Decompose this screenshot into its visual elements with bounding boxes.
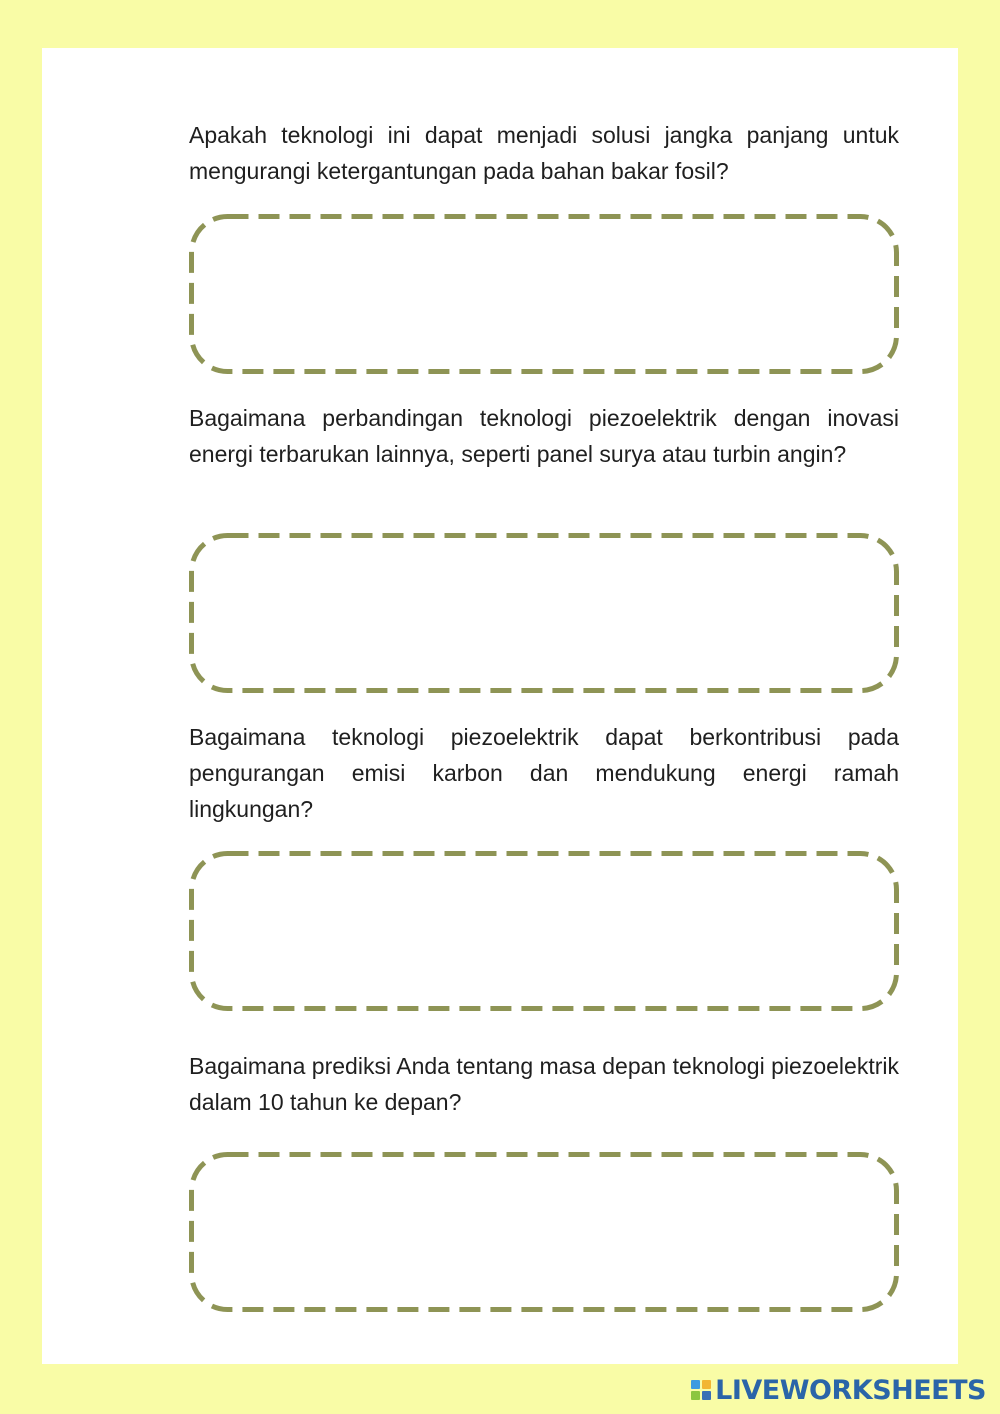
answer-box-2-border xyxy=(189,533,899,693)
question-2-text: Bagaimana perbandingan teknologi piezoelektrik dengan inovasi energi terbarukan lainnya, seperti panel surya atau turbin angin? xyxy=(189,405,899,467)
answer-box-3[interactable] xyxy=(189,851,899,1011)
answer-box-1-border xyxy=(189,214,899,374)
liveworksheets-brand xyxy=(691,1373,986,1407)
question-3-text: Bagaimana teknologi piezoelektrik dapat berkontribusi pada pengurangan emisi karbon dan mendukung energi ramah lingkungan? xyxy=(189,724,899,822)
question-4-text: Bagaimana prediksi Anda tentang masa depan teknologi piezoelektrik dalam 10 tahun ke depan? xyxy=(189,1053,899,1115)
answer-box-4-border xyxy=(189,1152,899,1312)
question-1-text: Apakah teknologi ini dapat menjadi solusi jangka panjang untuk mengurangi ketergantungan pada bahan bakar fosil? xyxy=(189,122,899,184)
answer-box-3-border xyxy=(189,851,899,1011)
brand-name: LIVEWORKSHEETS xyxy=(715,1374,986,1406)
answer-box-4[interactable] xyxy=(189,1152,899,1312)
answer-box-1[interactable] xyxy=(189,214,899,374)
answer-box-2[interactable] xyxy=(189,533,899,693)
liveworksheets-logo-icon xyxy=(691,1380,711,1400)
